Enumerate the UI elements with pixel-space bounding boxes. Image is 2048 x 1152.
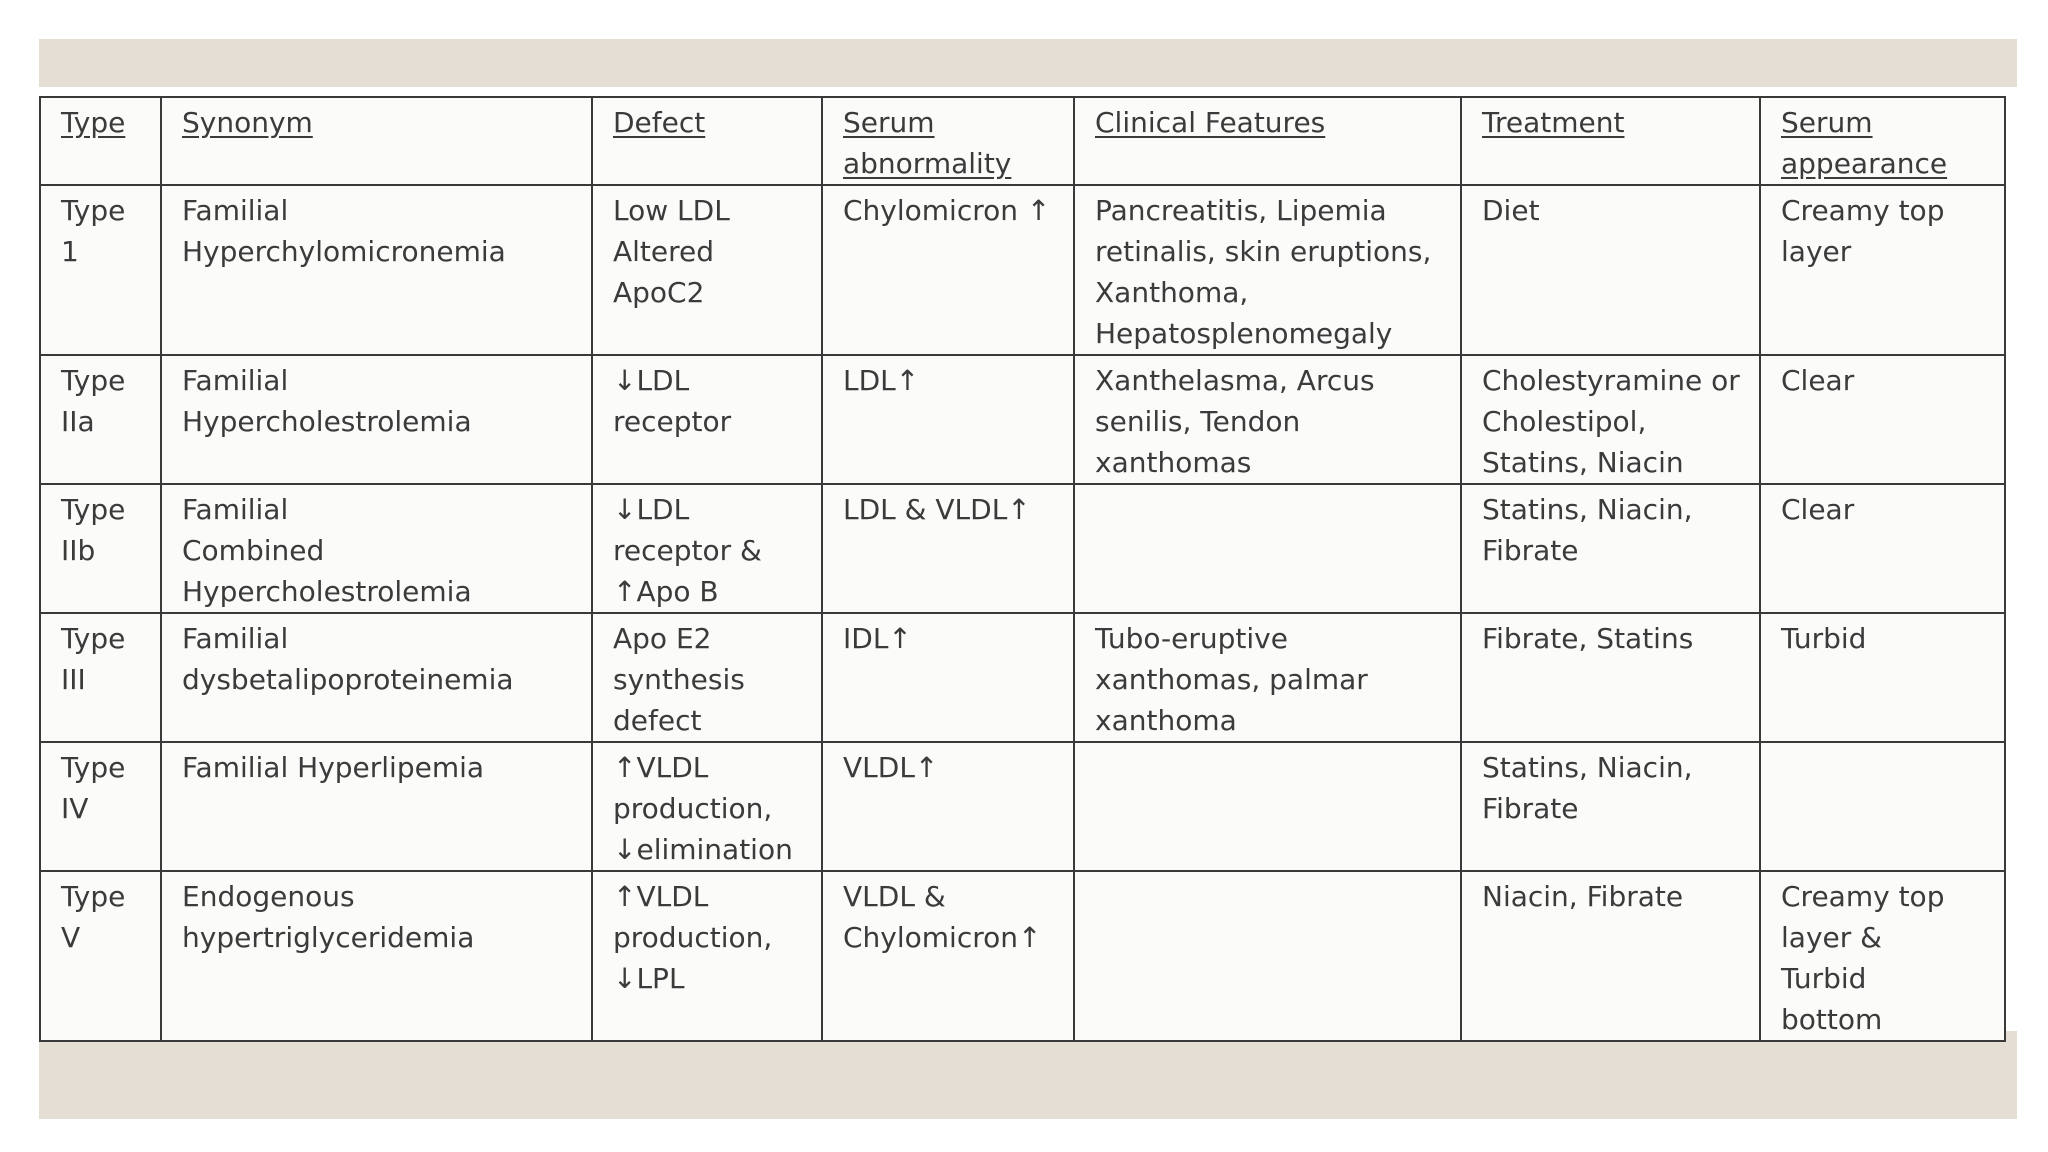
- table-row: [40, 613, 2005, 742]
- table-header-row: [40, 97, 2005, 185]
- cell-serum-appearance: Creamy top layer & Turbid bottom: [1760, 871, 2005, 1041]
- cell-serum-abnormality: VLDL↑: [822, 742, 1074, 871]
- cell-treatment: Fibrate, Statins: [1461, 613, 1760, 742]
- cell-type: Type IV: [40, 742, 161, 871]
- table-row: [40, 742, 2005, 871]
- header-defect: Defect: [592, 97, 822, 185]
- cell-type: Type III: [40, 613, 161, 742]
- cell-treatment: Diet: [1461, 185, 1760, 355]
- cell-type: Type IIb: [40, 484, 161, 613]
- header-treatment: Treatment: [1461, 97, 1760, 185]
- cell-serum-appearance: [1760, 742, 2005, 871]
- header-synonym: Synonym: [161, 97, 592, 185]
- header-clinical-features: Clinical Features: [1074, 97, 1461, 185]
- table-row: [40, 185, 2005, 355]
- cell-defect: ↑VLDL production, ↓elimination: [592, 742, 822, 871]
- cell-clinical-features: [1074, 871, 1461, 1041]
- cell-treatment: Niacin, Fibrate: [1461, 871, 1760, 1041]
- slide-bottom-band: [39, 1031, 2017, 1119]
- table-row: [40, 871, 2005, 1041]
- cell-treatment: Cholestyramine or Cholestipol, Statins, Niacin: [1461, 355, 1760, 484]
- hyperlipoproteinemia-table: [39, 96, 2006, 1042]
- cell-defect: ↑VLDL production, ↓LPL: [592, 871, 822, 1041]
- table-row: [40, 355, 2005, 484]
- cell-type: Type IIa: [40, 355, 161, 484]
- cell-serum-appearance: Turbid: [1760, 613, 2005, 742]
- cell-defect: Low LDL Altered ApoC2: [592, 185, 822, 355]
- cell-synonym: Familial dysbetalipoproteinemia: [161, 613, 592, 742]
- cell-serum-abnormality: LDL & VLDL↑: [822, 484, 1074, 613]
- header-serum-abnormality: Serum abnormality: [822, 97, 1074, 185]
- cell-type: Type 1: [40, 185, 161, 355]
- cell-serum-abnormality: VLDL & Chylomicron↑: [822, 871, 1074, 1041]
- cell-defect: ↓LDL receptor & ↑Apo B: [592, 484, 822, 613]
- cell-treatment: Statins, Niacin, Fibrate: [1461, 742, 1760, 871]
- cell-defect: ↓LDL receptor: [592, 355, 822, 484]
- cell-synonym: Familial Hypercholestrolemia: [161, 355, 592, 484]
- cell-synonym: Familial Hyperlipemia: [161, 742, 592, 871]
- cell-serum-abnormality: LDL↑: [822, 355, 1074, 484]
- cell-treatment: Statins, Niacin, Fibrate: [1461, 484, 1760, 613]
- cell-serum-appearance: Clear: [1760, 355, 2005, 484]
- cell-type: Type V: [40, 871, 161, 1041]
- slide-top-band: [39, 39, 2017, 87]
- header-type: Type: [40, 97, 161, 185]
- cell-synonym: Familial Combined Hypercholestrolemia: [161, 484, 592, 613]
- cell-clinical-features: [1074, 484, 1461, 613]
- cell-serum-appearance: Creamy top layer: [1760, 185, 2005, 355]
- cell-clinical-features: Pancreatitis, Lipemia retinalis, skin eruptions, Xanthoma, Hepatosplenomegaly: [1074, 185, 1461, 355]
- cell-clinical-features: [1074, 742, 1461, 871]
- header-serum-appearance: Serum appearance: [1760, 97, 2005, 185]
- cell-synonym: Endogenous hypertriglyceridemia: [161, 871, 592, 1041]
- cell-synonym: Familial Hyperchylomicronemia: [161, 185, 592, 355]
- cell-defect: Apo E2 synthesis defect: [592, 613, 822, 742]
- cell-clinical-features: Tubo-eruptive xanthomas, palmar xanthoma: [1074, 613, 1461, 742]
- cell-serum-abnormality: Chylomicron ↑: [822, 185, 1074, 355]
- cell-serum-appearance: Clear: [1760, 484, 2005, 613]
- cell-clinical-features: Xanthelasma, Arcus senilis, Tendon xanthomas: [1074, 355, 1461, 484]
- cell-serum-abnormality: IDL↑: [822, 613, 1074, 742]
- table-row: [40, 484, 2005, 613]
